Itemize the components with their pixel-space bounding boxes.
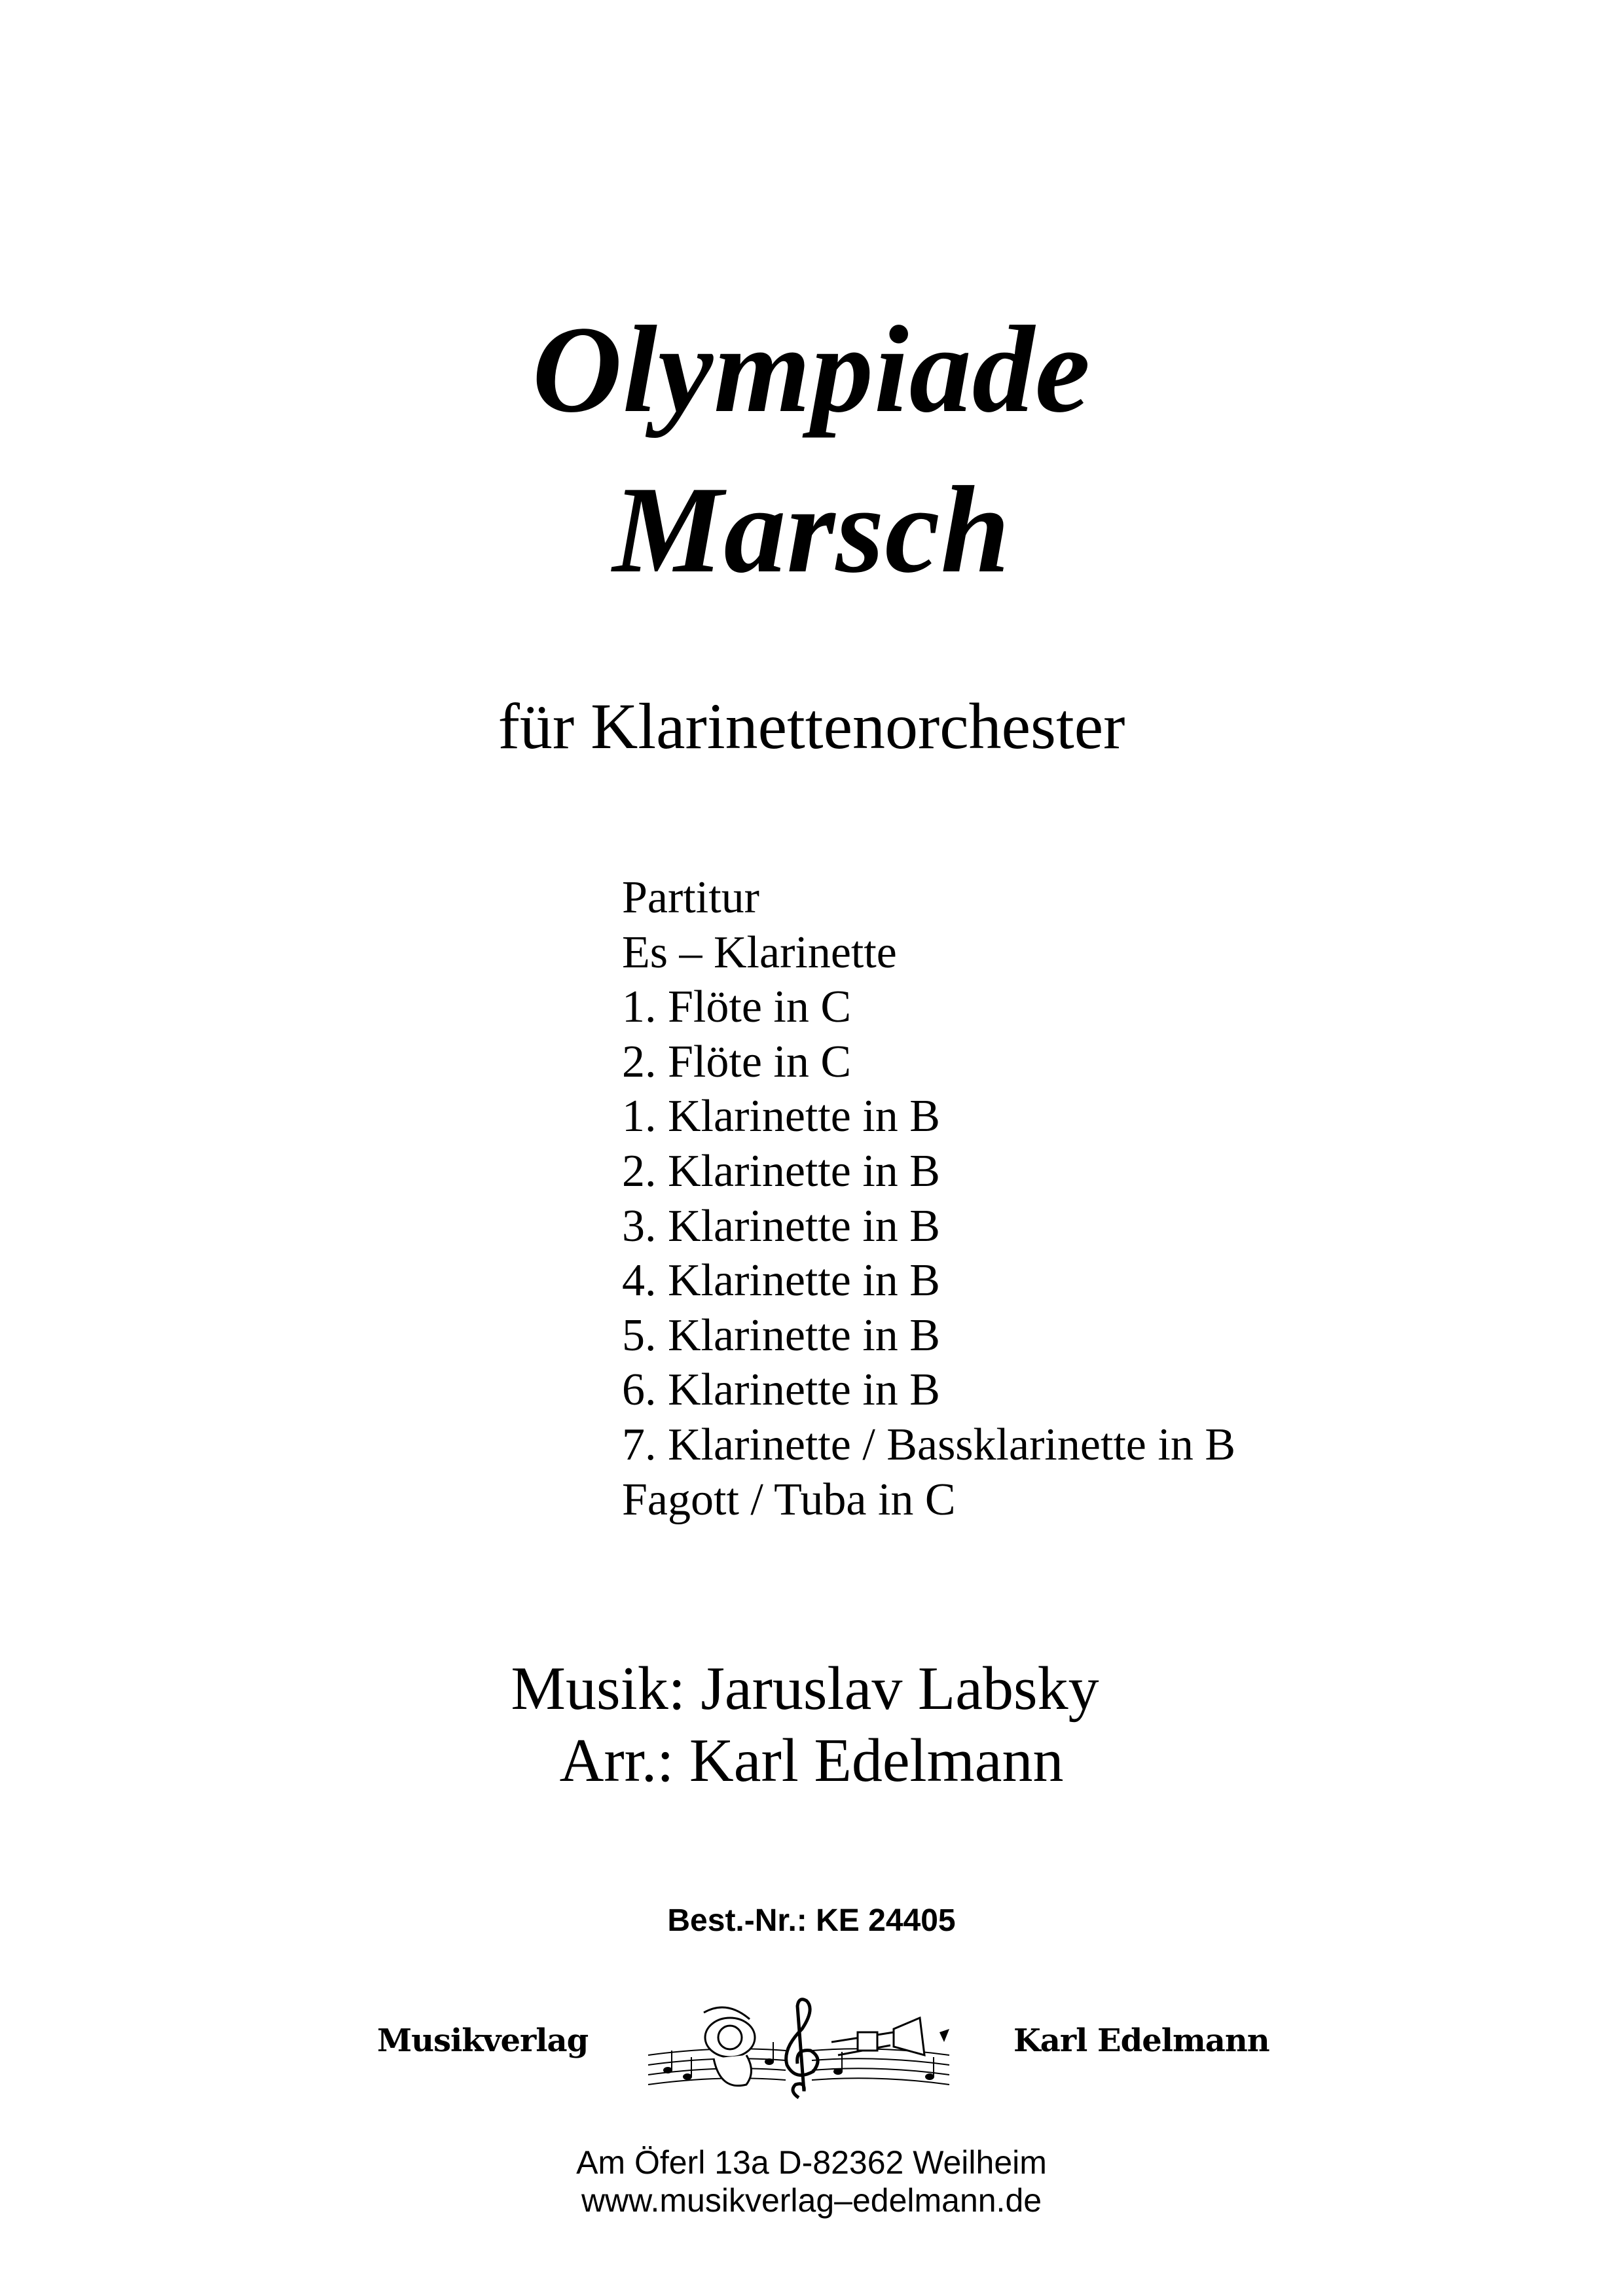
publisher-label-right: Karl Edelmann <box>1013 2022 1269 2059</box>
subtitle: für Klarinettenorchester <box>498 690 1125 762</box>
parts-list <box>622 870 1235 1527</box>
part-item: 3. Klarinette in B <box>622 1200 941 1251</box>
part-item: 1. Klarinette in B <box>622 1091 941 1142</box>
composer-credit: Musik: Jaruslav Labsky <box>511 1655 1099 1723</box>
arranger-credit: Arr.: Karl Edelmann <box>559 1727 1064 1795</box>
order-number: Best.-Nr.: KE 24405 <box>667 1903 956 1938</box>
publisher-label-left: Musikverlag <box>377 2022 589 2059</box>
part-item: 2. Klarinette in B <box>622 1145 941 1196</box>
title-line-2: Marsch <box>612 461 1011 599</box>
part-item: Es – Klarinette <box>622 927 897 978</box>
part-item: 6. Klarinette in B <box>622 1365 941 1416</box>
part-item: 1. Flöte in C <box>622 982 852 1033</box>
part-item: 7. Klarinette / Bassklarinette in B <box>622 1419 1236 1470</box>
publisher-address: Am Öferl 13a D-82362 Weilheim <box>576 2144 1047 2181</box>
part-item: 4. Klarinette in B <box>622 1255 941 1306</box>
part-item: 5. Klarinette in B <box>622 1310 941 1361</box>
title-line-1: Olympiade <box>532 301 1091 439</box>
part-item: Partitur <box>622 872 759 923</box>
music-publisher-emblem-icon <box>642 1993 956 2104</box>
part-item: Fagott / Tuba in C <box>622 1474 956 1525</box>
publisher-website[interactable]: www.musikverlag–edelmann.de <box>581 2182 1042 2219</box>
part-item: 2. Flöte in C <box>622 1036 852 1087</box>
